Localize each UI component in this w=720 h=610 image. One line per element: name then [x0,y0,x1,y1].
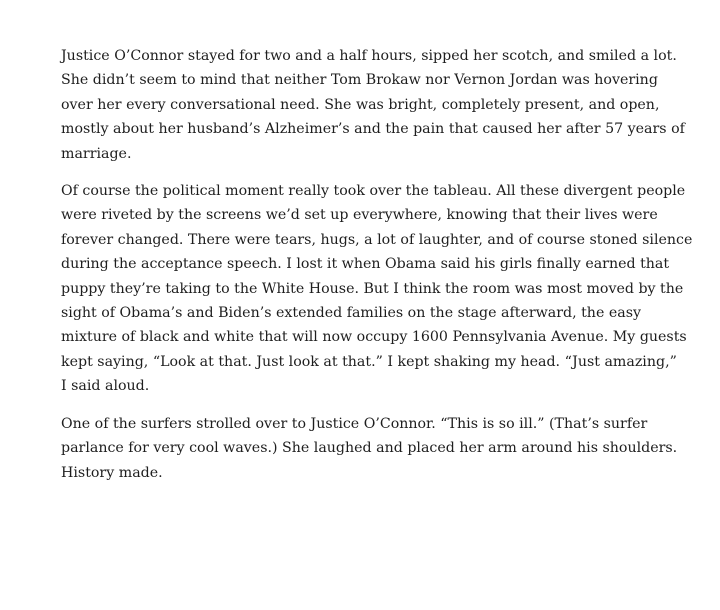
text-line: She didn’t seem to mind that neither Tom Brokaw nor Vernon Jordan was hovering [61,72,658,89]
paragraph-3 [61,412,693,485]
paragraph-2 [61,179,693,399]
text-line: Of course the political moment really took over the tableau. All these divergent people [61,183,686,200]
text-line: mostly about her husband’s Alzheimer’s and the pain that caused her after 57 years of [61,121,685,138]
text-line: over her every conversational need. She was bright, completely present, and open, [61,96,660,113]
text-line: parlance for very cool waves.) She laughed and placed her arm around his shoulders. [61,440,678,457]
text-line: forever changed. There were tears, hugs, a lot of laughter, and of course stoned silence [61,231,693,248]
text-line: One of the surfers strolled over to Justice O’Connor. “This is so ill.” (That’s surfer [61,415,648,432]
text-line: marriage. [61,145,132,162]
text-line: kept saying, “Look at that. Just look at that.” I kept shaking my head. “Just amazing,” [61,353,677,370]
text-line: mixture of black and white that will now occupy 1600 Pennsylvania Avenue. My guests [61,329,687,346]
document-body [61,44,693,498]
text-line: during the acceptance speech. I lost it when Obama said his girls finally earned that [61,256,670,273]
text-line: Justice O’Connor stayed for two and a half hours, sipped her scotch, and smiled a lot. [61,48,677,64]
text-line: puppy they’re taking to the White House. But I think the room was most moved by the [61,280,684,297]
text-line: I said aloud. [61,378,150,395]
paragraph-1 [61,44,693,166]
text-line: sight of Obama’s and Biden’s extended families on the stage afterward, the easy [61,305,641,322]
text-line: were riveted by the screens we’d set up everywhere, knowing that their lives were [61,207,658,224]
text-line: History made. [61,464,163,481]
